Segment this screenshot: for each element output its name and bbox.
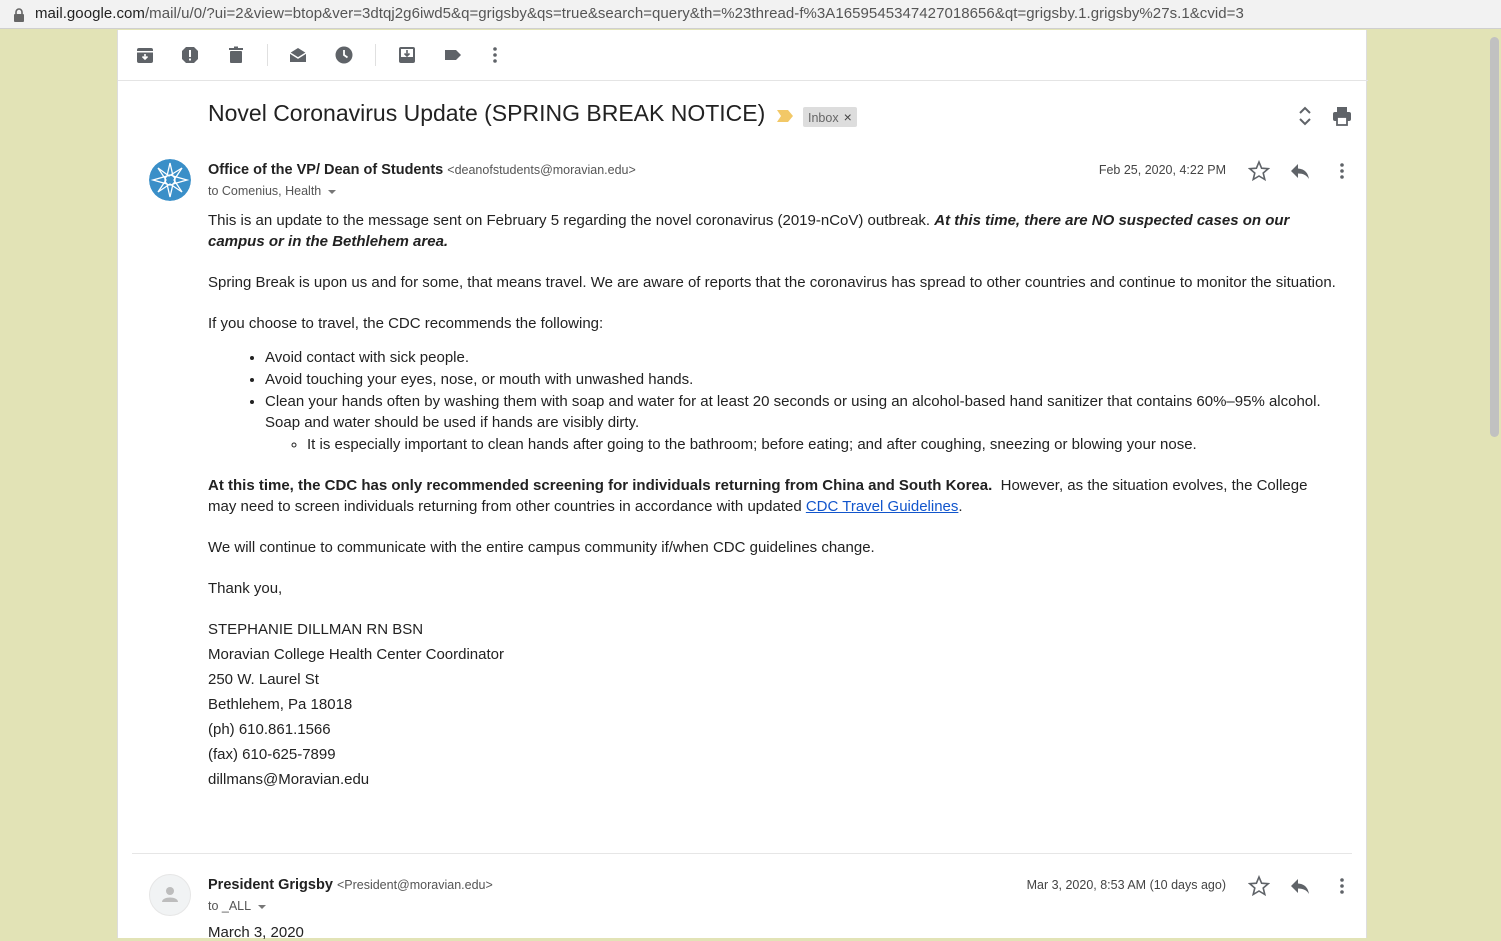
message-date: Feb 25, 2020, 4:22 PM (1098, 163, 1226, 177)
message-body (208, 210, 1338, 792)
move-to-icon[interactable] (397, 45, 417, 65)
signature-line: (fax) 610-625-7899 (208, 746, 336, 763)
lock-icon (13, 8, 25, 22)
inbox-label-chip[interactable] (803, 107, 857, 127)
toolbar-separator (375, 44, 376, 66)
more-vert-icon[interactable] (485, 45, 505, 65)
url-text[interactable] (35, 5, 1244, 22)
reply-icon[interactable] (1289, 875, 1311, 897)
paragraph-communicate: We will continue to communicate with the entire campus community if/when CDC guidelines change. (208, 539, 875, 556)
thread-subject: Novel Coronavirus Update (SPRING BREAK NOTICE) (208, 100, 766, 126)
email-panel (117, 30, 1367, 941)
intro-text: This is an update to the message sent on February 5 regarding the novel coronavirus (2019-nCoV) outbreak. (208, 212, 935, 229)
signature-line: Bethlehem, Pa 18018 (208, 696, 353, 713)
signature-block (208, 617, 1338, 792)
default-avatar-icon (150, 875, 190, 915)
moravian-star-logo (149, 159, 191, 201)
message-more-icon[interactable] (1331, 875, 1353, 897)
archive-icon[interactable] (135, 45, 155, 65)
cdc-travel-guidelines-link[interactable]: CDC Travel Guidelines (805, 498, 959, 515)
screening-text: However, as the situation evolves, the College may need to screen individuals returning from other countries in accordance with updated (208, 477, 1312, 515)
star-icon[interactable] (1248, 875, 1270, 897)
print-icon[interactable] (1331, 105, 1353, 127)
message-more-icon[interactable] (1331, 160, 1353, 182)
paragraph-spring-break: Spring Break is upon us and for some, that means travel. We are aware of reports that the coronavirus has spread to other countries and continue to monitor the situation. (208, 274, 1336, 291)
chevron-down-icon[interactable] (258, 905, 266, 909)
sender-name[interactable]: Office of the VP/ Dean of Students (208, 162, 444, 178)
paragraph-screening (208, 475, 1338, 517)
message-date: Mar 3, 2020, 8:53 AM (10 days ago) (1026, 878, 1226, 892)
recipients-line[interactable] (208, 184, 336, 198)
toolbar-separator (267, 44, 268, 66)
list-item: • Avoid contact with sick people. (265, 347, 1338, 368)
mark-unread-icon[interactable] (288, 45, 308, 65)
signature-line: 250 W. Laurel St (208, 671, 319, 688)
snooze-icon[interactable] (334, 45, 354, 65)
label-name: Inbox (808, 111, 839, 125)
expand-all-icon[interactable] (1294, 105, 1316, 127)
screening-end: . (958, 498, 963, 515)
sender-name[interactable]: President Grigsby (208, 877, 333, 893)
signature-line: (ph) 610.861.1566 (208, 721, 331, 738)
paragraph-intro (208, 210, 1338, 252)
url-host: mail.google.com (35, 5, 145, 22)
sender-avatar[interactable] (149, 159, 191, 201)
signature-line: dillmans@Moravian.edu (208, 771, 370, 788)
list-item-text: Clean your hands often by washing them with soap and water for at least 20 seconds or using an alcohol-based hand sanitizer that contains 60%–95% alcohol. Soap and water should be used if hands are visibly dirty. (265, 393, 1321, 431)
delete-icon[interactable] (226, 45, 246, 65)
remove-label-button[interactable]: × (843, 109, 852, 125)
reply-icon[interactable] (1289, 160, 1311, 182)
recipients-text: to Comenius, Health (208, 184, 322, 198)
recipients-line[interactable] (208, 899, 266, 913)
screening-bold: At this time, the CDC has only recommended screening for individuals returning from China and South Korea. (208, 477, 993, 494)
message-divider (132, 853, 1352, 854)
sub-list (265, 434, 1338, 455)
intro-emphasis: At this time, there are NO suspected cases on our campus or in the Bethlehem area. (208, 212, 1290, 250)
scrollbar-thumb[interactable] (1490, 37, 1499, 437)
sender-avatar[interactable] (149, 874, 191, 916)
importance-marker-icon[interactable] (776, 109, 794, 123)
page-scrollbar[interactable] (1488, 29, 1501, 938)
chevron-down-icon[interactable] (328, 190, 336, 194)
sender-email: <President@moravian.edu> (336, 878, 493, 892)
list-item (265, 391, 1338, 455)
star-icon[interactable] (1248, 160, 1270, 182)
browser-address-bar[interactable] (0, 0, 1501, 29)
recipients-text: to _ALL (208, 899, 252, 913)
report-spam-icon[interactable] (180, 45, 200, 65)
thread-toolbar (118, 30, 1368, 81)
paragraph-cdc-intro: If you choose to travel, the CDC recommends the following: (208, 315, 604, 332)
sender-email: <deanofstudents@moravian.edu> (447, 163, 636, 177)
cdc-recommendations-list (208, 347, 1338, 455)
sender-line[interactable] (208, 162, 636, 178)
message-body-preview: March 3, 2020 (208, 924, 304, 941)
sub-list-item: ◦ It is especially important to clean hands after going to the bathroom; before eating; and after coughing, sneezing or blowing your nose. (307, 434, 1338, 455)
sender-line[interactable] (208, 877, 493, 893)
paragraph-thanks: Thank you, (208, 580, 283, 597)
label-icon[interactable] (443, 45, 463, 65)
signature-line: Moravian College Health Center Coordinator (208, 646, 504, 663)
list-item: • Avoid touching your eyes, nose, or mouth with unwashed hands. (265, 369, 1338, 390)
signature-line: STEPHANIE DILLMAN RN BSN (208, 621, 424, 638)
url-path: /mail/u/0/?ui=2&view=btop&ver=3dtqj2g6iwd5&q=grigsby&qs=true&search=query&th=%23thread-f%3A1659545347427018656&qt=grigsby.1.grigsby%27s.1&cvid=3 (144, 5, 1244, 22)
